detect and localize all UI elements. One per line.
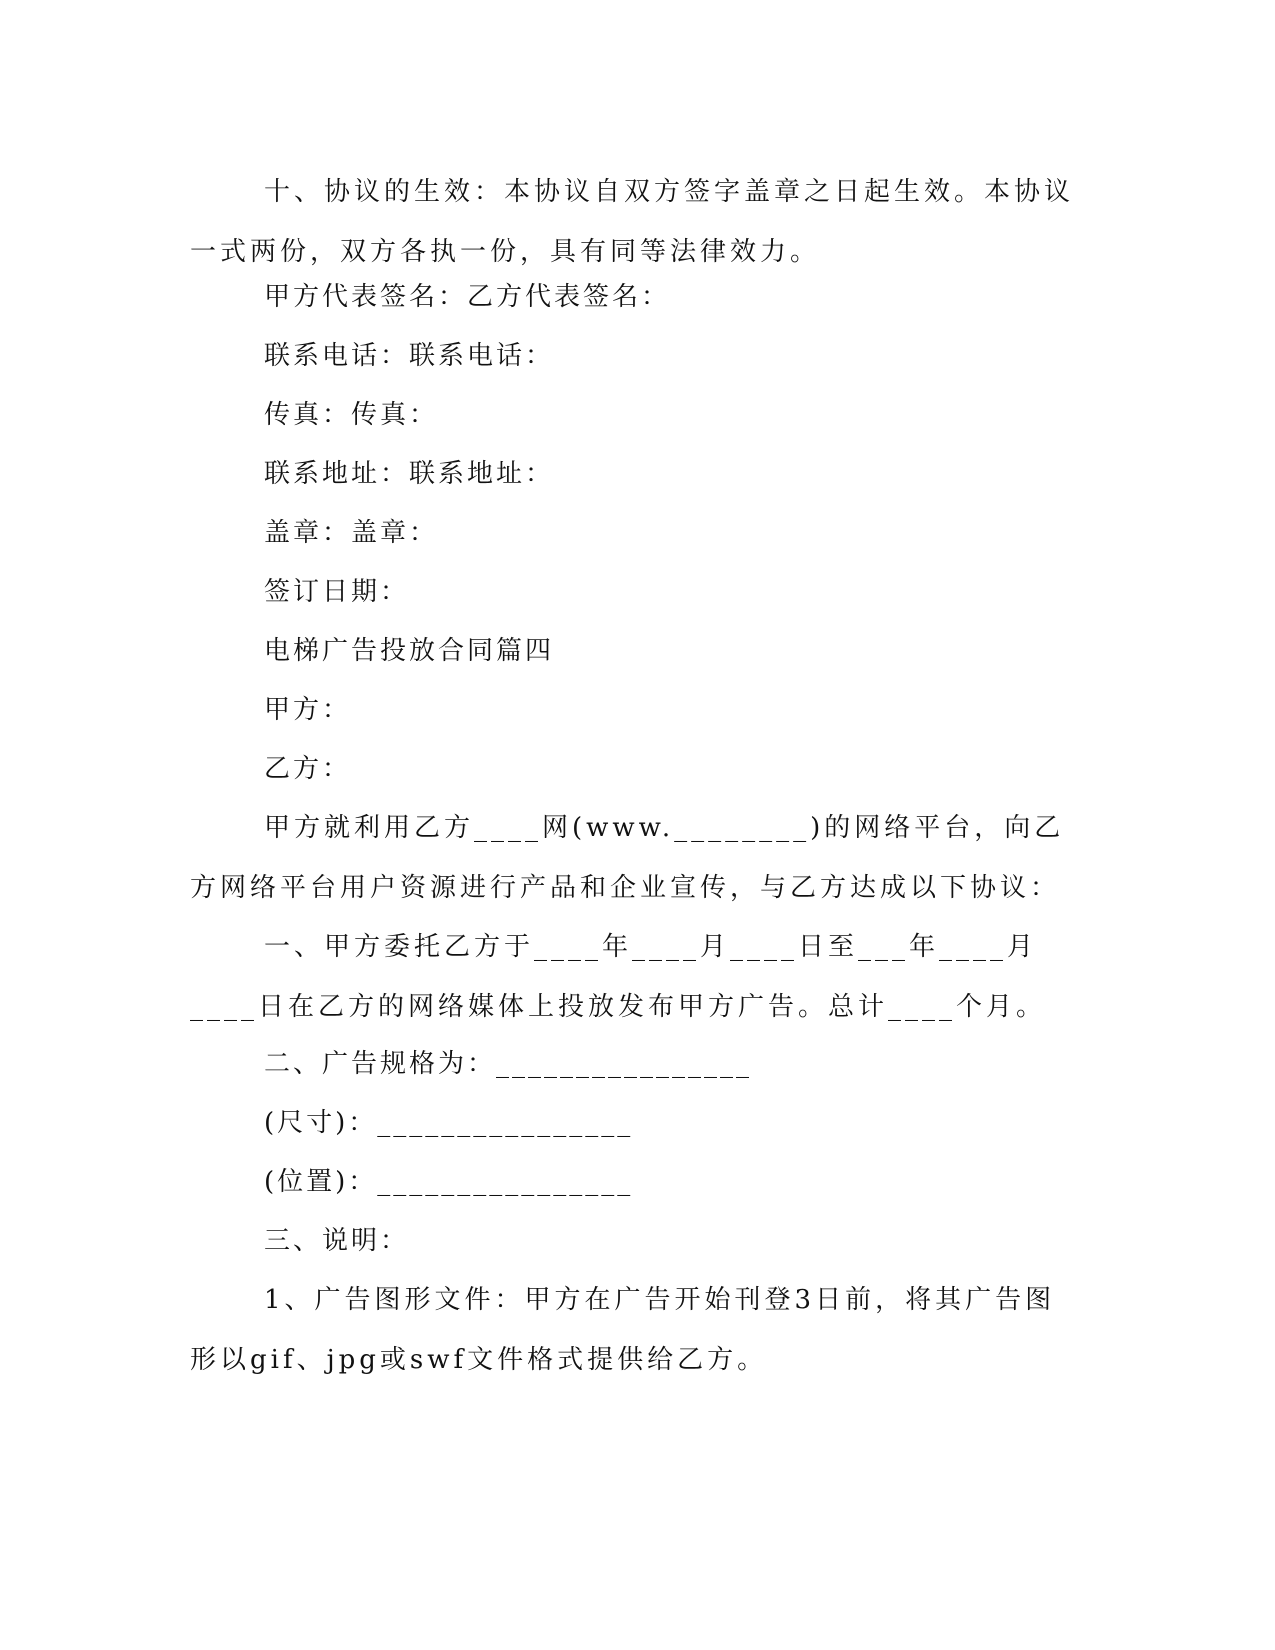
paragraph-ad-spec: 二、广告规格为：________________ — [264, 1049, 753, 1079]
paragraph-clause-1: 一、甲方委托乙方于____年____月____日至___年____月____日在乙方的网络媒体上投放发布甲方广告。总计____个月。 — [190, 932, 1047, 1022]
paragraph-intro: 甲方就利用乙方____网(www.________)的网络平台，向乙方网络平台用户资源进行产品和企业宣传，与乙方达成以下协议： — [190, 813, 1065, 903]
paragraph-party-b: 乙方： — [264, 754, 352, 784]
paragraph-effectiveness: 十、协议的生效：本协议自双方签字盖章之日起生效。本协议一式两份，双方各执一份，具有同等法律效力。 — [190, 177, 1075, 267]
paragraph-address: 联系地址：联系地址： — [264, 459, 555, 489]
paragraph-signatures: 甲方代表签名：乙方代表签名： — [264, 282, 671, 312]
paragraph-fax: 传真：传真： — [264, 400, 439, 430]
paragraph-graphic-files: 1、广告图形文件：甲方在广告开始刊登3日前，将其广告图形以gif、jpg或swf文件格式提供给乙方。 — [190, 1285, 1056, 1375]
paragraph-seal: 盖章：盖章： — [264, 518, 439, 548]
paragraph-party-a: 甲方： — [264, 695, 352, 725]
paragraph-position: (位置)：________________ — [264, 1167, 634, 1197]
paragraph-phone: 联系电话：联系电话： — [264, 341, 555, 371]
paragraph-sign-date: 签订日期： — [264, 577, 410, 607]
paragraph-size: (尺寸)：________________ — [264, 1108, 634, 1138]
paragraph-notes: 三、说明： — [264, 1226, 410, 1256]
section-heading: 电梯广告投放合同篇四 — [264, 636, 555, 666]
